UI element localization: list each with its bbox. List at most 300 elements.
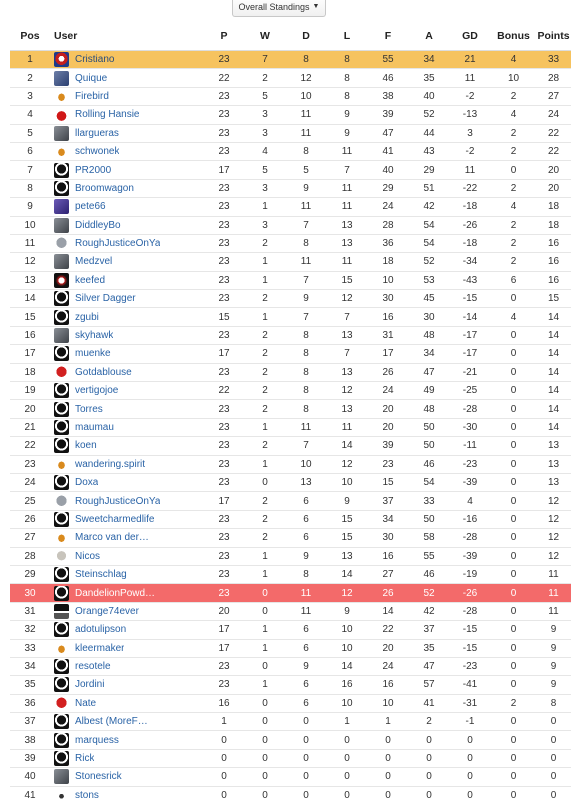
avatar-icon[interactable] [54, 530, 69, 545]
header-bonus[interactable]: Bonus [491, 22, 536, 51]
avatar-icon[interactable] [54, 659, 69, 674]
goal-difference-cell: -28 [449, 602, 491, 620]
table-row[interactable] [10, 179, 571, 197]
user-link[interactable]: RoughJusticeOnYa [75, 495, 161, 507]
drawn-cell: 9 [285, 290, 327, 308]
bonus-cell: 6 [491, 271, 536, 289]
bonus-cell: 2 [491, 179, 536, 197]
user-link[interactable]: maumau [75, 422, 114, 433]
points-cell: 11 [536, 602, 571, 620]
user-link[interactable]: DandelionPowd… [75, 587, 156, 599]
table-row[interactable] [10, 473, 571, 491]
points-cell: 12 [536, 510, 571, 528]
user-cell [50, 529, 203, 547]
drawn-cell: 11 [285, 418, 327, 436]
avatar-icon[interactable] [54, 494, 69, 509]
table-row[interactable] [10, 768, 571, 786]
avatar-icon[interactable] [54, 475, 69, 490]
table-header-row [10, 22, 571, 51]
user-link[interactable]: Firebird [75, 90, 109, 102]
avatar-icon[interactable] [54, 402, 69, 417]
avatar-icon[interactable] [54, 126, 69, 141]
table-row[interactable] [10, 271, 571, 289]
user-link[interactable]: Quique [75, 72, 108, 84]
user-link[interactable]: Marco van der… [75, 532, 149, 544]
against-cell: 30 [409, 308, 449, 326]
goal-difference-cell: -13 [449, 106, 491, 124]
pos-cell: 21 [10, 418, 50, 436]
pos-cell: 17 [10, 345, 50, 363]
won-cell: 0 [245, 694, 285, 712]
won-cell: 4 [245, 142, 285, 160]
against-cell: 48 [409, 400, 449, 418]
table-row[interactable] [10, 87, 571, 105]
bonus-cell: 0 [491, 657, 536, 675]
user-cell-content [54, 659, 203, 674]
against-cell: 34 [409, 345, 449, 363]
bonus-cell: 4 [491, 198, 536, 216]
user-link[interactable]: stons [75, 790, 99, 802]
bonus-cell: 0 [491, 713, 536, 731]
table-row[interactable] [10, 290, 571, 308]
bonus-cell: 4 [491, 51, 536, 69]
against-cell: 54 [409, 473, 449, 491]
user-cell [50, 179, 203, 197]
table-row[interactable] [10, 308, 571, 326]
avatar-icon[interactable] [54, 457, 69, 472]
won-cell: 0 [245, 473, 285, 491]
against-cell: 50 [409, 418, 449, 436]
avatar-icon[interactable] [54, 328, 69, 343]
played-cell: 23 [203, 400, 245, 418]
goal-difference-cell: -15 [449, 290, 491, 308]
against-cell: 50 [409, 510, 449, 528]
table-row[interactable] [10, 713, 571, 731]
table-row[interactable] [10, 418, 571, 436]
drawn-cell: 11 [285, 124, 327, 142]
drawn-cell: 6 [285, 676, 327, 694]
user-link[interactable]: Steinschlag [75, 569, 127, 581]
user-cell [50, 142, 203, 160]
won-cell: 1 [245, 271, 285, 289]
drawn-cell: 8 [285, 326, 327, 344]
avatar-icon[interactable] [54, 273, 69, 288]
user-link[interactable]: Rolling Hansie [75, 109, 140, 121]
user-link[interactable]: resotele [75, 661, 111, 673]
played-cell: 23 [203, 363, 245, 381]
goal-difference-cell: -11 [449, 437, 491, 455]
pos-cell: 2 [10, 69, 50, 87]
user-link[interactable]: Torres [75, 403, 103, 415]
against-cell: 34 [409, 51, 449, 69]
points-cell: 27 [536, 87, 571, 105]
bonus-cell: 0 [491, 345, 536, 363]
lost-cell: 7 [327, 308, 367, 326]
user-link[interactable]: Doxa [75, 477, 99, 489]
avatar-icon[interactable] [54, 254, 69, 269]
points-cell: 9 [536, 621, 571, 639]
goal-difference-cell: -26 [449, 584, 491, 602]
table-row[interactable] [10, 216, 571, 234]
user-cell-content [54, 475, 203, 490]
standings-dropdown[interactable] [232, 0, 326, 17]
pos-cell: 3 [10, 87, 50, 105]
played-cell: 23 [203, 547, 245, 565]
lost-cell: 15 [327, 510, 367, 528]
against-cell: 44 [409, 124, 449, 142]
played-cell: 23 [203, 253, 245, 271]
avatar-icon[interactable] [54, 586, 69, 601]
user-link[interactable]: Nate [75, 697, 97, 709]
avatar-icon[interactable] [54, 383, 69, 398]
user-cell [50, 253, 203, 271]
table-row[interactable] [10, 510, 571, 528]
goal-difference-cell: 11 [449, 69, 491, 87]
user-link[interactable]: Rick [75, 753, 95, 765]
table-row[interactable] [10, 142, 571, 160]
header-points[interactable]: Points [536, 22, 571, 51]
user-link[interactable]: zgubi [75, 311, 99, 323]
avatar-icon[interactable] [54, 567, 69, 582]
won-cell: 5 [245, 87, 285, 105]
goal-difference-cell: 0 [449, 768, 491, 786]
user-cell [50, 124, 203, 142]
pos-cell: 36 [10, 694, 50, 712]
user-cell-content [54, 677, 203, 692]
table-row[interactable] [10, 694, 571, 712]
avatar-icon[interactable] [54, 89, 69, 104]
user-link[interactable]: Sweetcharmedlife [75, 513, 155, 525]
header-goal-difference[interactable]: GD [449, 22, 491, 51]
bonus-cell: 0 [491, 529, 536, 547]
drawn-cell: 0 [285, 768, 327, 786]
avatar-icon[interactable] [54, 733, 69, 748]
top-bar [0, 0, 572, 22]
goal-difference-cell: -26 [449, 216, 491, 234]
lost-cell: 9 [327, 602, 367, 620]
user-link[interactable]: Broomwagon [75, 182, 134, 194]
avatar-icon[interactable] [54, 291, 69, 306]
avatar-icon[interactable] [54, 163, 69, 178]
for-cell: 29 [367, 179, 409, 197]
user-link[interactable]: Gotdablouse [75, 366, 132, 378]
user-link[interactable]: schwonek [75, 146, 120, 158]
table-row[interactable] [10, 345, 571, 363]
for-cell: 39 [367, 437, 409, 455]
table-row[interactable] [10, 749, 571, 767]
user-link[interactable]: RoughJusticeOnYa [75, 238, 161, 250]
header-played[interactable]: P [203, 22, 245, 51]
avatar-icon[interactable] [54, 218, 69, 233]
table-row[interactable] [10, 437, 571, 455]
avatar-icon[interactable] [54, 236, 69, 251]
drawn-cell: 8 [285, 345, 327, 363]
user-link[interactable]: vertigojoe [75, 385, 119, 397]
played-cell: 17 [203, 492, 245, 510]
user-cell-content [54, 273, 203, 288]
user-link[interactable]: marquess [75, 734, 119, 746]
standings-table [10, 22, 571, 805]
for-cell: 20 [367, 639, 409, 657]
pos-cell: 11 [10, 234, 50, 252]
user-cell-content [54, 310, 203, 325]
goal-difference-cell: -14 [449, 308, 491, 326]
user-cell [50, 382, 203, 400]
avatar-icon[interactable] [54, 512, 69, 527]
avatar-icon[interactable] [54, 438, 69, 453]
table-row[interactable] [10, 584, 571, 602]
avatar-icon[interactable] [54, 365, 69, 380]
drawn-cell: 0 [285, 713, 327, 731]
table-row[interactable] [10, 786, 571, 804]
table-row[interactable] [10, 400, 571, 418]
user-cell-content [54, 494, 203, 509]
user-link[interactable]: pete66 [75, 201, 106, 213]
avatar-icon[interactable] [54, 641, 69, 656]
played-cell: 23 [203, 437, 245, 455]
user-link[interactable]: DiddleyBo [75, 219, 121, 231]
avatar-icon[interactable] [54, 420, 69, 435]
bonus-cell: 10 [491, 69, 536, 87]
pos-cell: 5 [10, 124, 50, 142]
table-row[interactable] [10, 106, 571, 124]
played-cell: 23 [203, 179, 245, 197]
points-cell: 24 [536, 106, 571, 124]
pos-cell: 29 [10, 565, 50, 583]
points-cell: 0 [536, 713, 571, 731]
for-cell: 30 [367, 529, 409, 547]
drawn-cell: 6 [285, 492, 327, 510]
user-link[interactable]: Orange74ever [75, 605, 139, 617]
user-link[interactable]: Stonesrick [75, 771, 122, 783]
won-cell: 0 [245, 749, 285, 767]
lost-cell: 12 [327, 455, 367, 473]
bonus-cell: 2 [491, 253, 536, 271]
user-link[interactable]: Cristiano [75, 54, 115, 66]
points-cell: 14 [536, 363, 571, 381]
user-link[interactable]: wandering.spirit [75, 458, 146, 470]
header-for[interactable]: F [367, 22, 409, 51]
won-cell: 1 [245, 198, 285, 216]
header-drawn[interactable]: D [285, 22, 327, 51]
table-row[interactable] [10, 326, 571, 344]
lost-cell: 14 [327, 657, 367, 675]
avatar-icon[interactable] [54, 696, 69, 711]
drawn-cell: 11 [285, 106, 327, 124]
pos-cell: 14 [10, 290, 50, 308]
lost-cell: 11 [327, 179, 367, 197]
goal-difference-cell: 11 [449, 161, 491, 179]
table-row[interactable] [10, 565, 571, 583]
avatar-icon[interactable] [54, 714, 69, 729]
bonus-cell: 2 [491, 694, 536, 712]
table-row[interactable] [10, 69, 571, 87]
user-cell-content [54, 328, 203, 343]
lost-cell: 7 [327, 161, 367, 179]
goal-difference-cell: -34 [449, 253, 491, 271]
table-row[interactable] [10, 657, 571, 675]
against-cell: 54 [409, 216, 449, 234]
user-cell-content [54, 291, 203, 306]
lost-cell: 14 [327, 437, 367, 455]
points-cell: 14 [536, 382, 571, 400]
user-cell [50, 749, 203, 767]
table-row[interactable] [10, 547, 571, 565]
won-cell: 0 [245, 602, 285, 620]
won-cell: 1 [245, 621, 285, 639]
goal-difference-cell: -25 [449, 382, 491, 400]
bonus-cell: 0 [491, 473, 536, 491]
table-row[interactable] [10, 234, 571, 252]
header-against[interactable]: A [409, 22, 449, 51]
user-link[interactable]: koen [75, 440, 97, 452]
avatar-icon[interactable] [54, 788, 69, 803]
avatar-icon[interactable] [54, 751, 69, 766]
user-cell-content [54, 346, 203, 361]
goal-difference-cell: 0 [449, 786, 491, 804]
for-cell: 46 [367, 69, 409, 87]
for-cell: 39 [367, 106, 409, 124]
pos-cell: 34 [10, 657, 50, 675]
against-cell: 57 [409, 676, 449, 694]
user-link[interactable]: muenke [75, 348, 111, 360]
table-row[interactable] [10, 455, 571, 473]
avatar-icon[interactable] [54, 144, 69, 159]
for-cell: 23 [367, 455, 409, 473]
avatar-icon[interactable] [54, 310, 69, 325]
pos-cell: 7 [10, 161, 50, 179]
lost-cell: 15 [327, 529, 367, 547]
user-link[interactable]: Jordini [75, 679, 105, 691]
table-row[interactable] [10, 363, 571, 381]
avatar-icon[interactable] [54, 549, 69, 564]
avatar-icon[interactable] [54, 769, 69, 784]
drawn-cell: 10 [285, 455, 327, 473]
caret-down-icon: ▼ [312, 3, 320, 10]
drawn-cell: 12 [285, 69, 327, 87]
table-row[interactable] [10, 492, 571, 510]
played-cell: 17 [203, 345, 245, 363]
table-row[interactable] [10, 253, 571, 271]
goal-difference-cell: -15 [449, 639, 491, 657]
won-cell: 1 [245, 308, 285, 326]
user-link[interactable]: Albest (MoreF… [75, 716, 148, 728]
bonus-cell: 0 [491, 455, 536, 473]
pos-cell: 32 [10, 621, 50, 639]
won-cell: 2 [245, 400, 285, 418]
drawn-cell: 8 [285, 234, 327, 252]
user-link[interactable]: kleermaker [75, 642, 125, 654]
bonus-cell: 4 [491, 308, 536, 326]
user-link[interactable]: keefed [75, 274, 106, 286]
header-pos[interactable]: Pos [10, 22, 50, 51]
table-row[interactable] [10, 161, 571, 179]
pos-cell: 15 [10, 308, 50, 326]
user-cell-content [54, 144, 203, 159]
table-row[interactable] [10, 602, 571, 620]
table-row[interactable] [10, 639, 571, 657]
avatar-icon[interactable] [54, 181, 69, 196]
header-won[interactable]: W [245, 22, 285, 51]
user-link[interactable]: Medzvel [75, 256, 113, 268]
pos-cell: 31 [10, 602, 50, 620]
against-cell: 51 [409, 179, 449, 197]
avatar-icon[interactable] [54, 199, 69, 214]
user-cell [50, 786, 203, 804]
table-row[interactable] [10, 529, 571, 547]
user-link[interactable]: adotulipson [75, 624, 127, 636]
user-cell-content [54, 457, 203, 472]
table-row[interactable] [10, 731, 571, 749]
against-cell: 35 [409, 639, 449, 657]
points-cell: 16 [536, 271, 571, 289]
user-cell [50, 713, 203, 731]
lost-cell: 10 [327, 694, 367, 712]
won-cell: 1 [245, 455, 285, 473]
avatar-icon[interactable] [54, 52, 69, 67]
won-cell: 3 [245, 106, 285, 124]
user-cell [50, 271, 203, 289]
pos-cell: 12 [10, 253, 50, 271]
user-link[interactable]: PR2000 [75, 164, 112, 176]
avatar-icon[interactable] [54, 71, 69, 86]
avatar-icon[interactable] [54, 107, 69, 122]
pos-cell: 40 [10, 768, 50, 786]
bonus-cell: 0 [491, 437, 536, 455]
pos-cell: 25 [10, 492, 50, 510]
user-cell [50, 602, 203, 620]
drawn-cell: 0 [285, 749, 327, 767]
user-link[interactable]: Silver Dagger [75, 293, 136, 305]
against-cell: 48 [409, 326, 449, 344]
points-cell: 14 [536, 400, 571, 418]
avatar-icon[interactable] [54, 677, 69, 692]
lost-cell: 0 [327, 749, 367, 767]
played-cell: 0 [203, 749, 245, 767]
table-row[interactable] [10, 198, 571, 216]
table-row[interactable] [10, 676, 571, 694]
goal-difference-cell: 4 [449, 492, 491, 510]
drawn-cell: 0 [285, 731, 327, 749]
table-row[interactable] [10, 51, 571, 69]
avatar-icon[interactable] [54, 604, 69, 619]
goal-difference-cell: -2 [449, 87, 491, 105]
played-cell: 23 [203, 87, 245, 105]
played-cell: 23 [203, 198, 245, 216]
user-link[interactable]: skyhawk [75, 330, 114, 342]
won-cell: 2 [245, 437, 285, 455]
user-cell-content [54, 236, 203, 251]
won-cell: 0 [245, 786, 285, 804]
user-link[interactable]: llargueras [75, 127, 119, 139]
avatar-icon[interactable] [54, 346, 69, 361]
table-row[interactable] [10, 382, 571, 400]
header-lost[interactable]: L [327, 22, 367, 51]
header-user[interactable]: User [50, 22, 203, 51]
avatar-icon[interactable] [54, 622, 69, 637]
against-cell: 37 [409, 621, 449, 639]
for-cell: 16 [367, 308, 409, 326]
bonus-cell: 0 [491, 786, 536, 804]
pos-cell: 37 [10, 713, 50, 731]
table-row[interactable] [10, 621, 571, 639]
points-cell: 18 [536, 216, 571, 234]
points-cell: 18 [536, 198, 571, 216]
table-row[interactable] [10, 124, 571, 142]
user-link[interactable]: Nicos [75, 550, 101, 562]
drawn-cell: 8 [285, 400, 327, 418]
against-cell: 33 [409, 492, 449, 510]
